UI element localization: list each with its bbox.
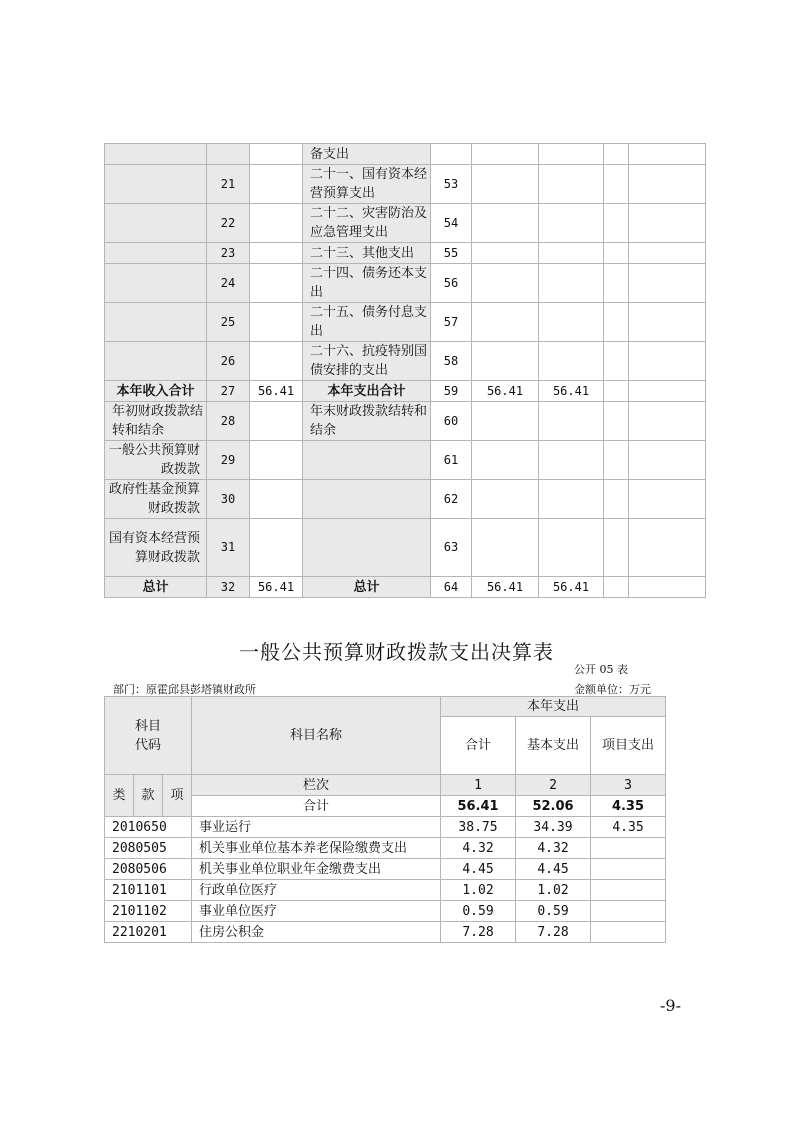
left-amount bbox=[250, 303, 303, 342]
empty-cell bbox=[629, 342, 706, 381]
left-amount bbox=[250, 264, 303, 303]
table-row bbox=[105, 165, 706, 204]
header-total: 合计 bbox=[441, 717, 516, 775]
income-expense-summary-table bbox=[104, 143, 706, 598]
table-row bbox=[105, 381, 706, 402]
sum-row-total: 56.41 bbox=[441, 796, 516, 817]
right-number: 55 bbox=[431, 243, 472, 264]
left-label bbox=[105, 144, 207, 165]
header-col-3: 3 bbox=[591, 775, 666, 796]
form-number: 公开 05 表 bbox=[574, 663, 628, 676]
expense-total bbox=[472, 342, 539, 381]
table-row bbox=[105, 342, 706, 381]
left-amount bbox=[250, 144, 303, 165]
expense-total bbox=[472, 243, 539, 264]
subject-name: 机关事业单位基本养老保险缴费支出 bbox=[192, 838, 441, 859]
header-lei: 类 bbox=[105, 775, 134, 817]
expense-total bbox=[472, 165, 539, 204]
header-kuan: 款 bbox=[134, 775, 163, 817]
right-number: 58 bbox=[431, 342, 472, 381]
header-col-1: 1 bbox=[441, 775, 516, 796]
empty-cell bbox=[604, 204, 629, 243]
right-label: 二十五、债务付息支出 bbox=[303, 303, 431, 342]
table-row bbox=[105, 303, 706, 342]
empty-cell bbox=[604, 480, 629, 519]
expense-basic bbox=[539, 441, 604, 480]
amount-basic: 7.28 bbox=[516, 922, 591, 943]
empty-cell bbox=[629, 165, 706, 204]
table-title: 一般公共预算财政拨款支出决算表 bbox=[239, 640, 554, 664]
amount-total: 4.45 bbox=[441, 859, 516, 880]
row-number: 25 bbox=[207, 303, 250, 342]
empty-cell bbox=[629, 402, 706, 441]
table-row bbox=[105, 243, 706, 264]
table-row bbox=[105, 402, 706, 441]
expense-basic bbox=[539, 165, 604, 204]
row-number: 23 bbox=[207, 243, 250, 264]
left-label bbox=[105, 264, 207, 303]
row-number: 21 bbox=[207, 165, 250, 204]
right-number: 60 bbox=[431, 402, 472, 441]
header-xiang: 项 bbox=[163, 775, 192, 817]
empty-cell bbox=[604, 402, 629, 441]
right-label: 年末财政拨款结转和结余 bbox=[303, 402, 431, 441]
right-number: 59 bbox=[431, 381, 472, 402]
subject-code: 2080506 bbox=[105, 859, 192, 880]
general-budget-expenditure-table bbox=[104, 696, 666, 943]
expense-total: 56.41 bbox=[472, 381, 539, 402]
left-label bbox=[105, 303, 207, 342]
empty-cell bbox=[629, 303, 706, 342]
empty-cell bbox=[629, 144, 706, 165]
subject-code: 2101102 bbox=[105, 901, 192, 922]
left-label bbox=[105, 165, 207, 204]
table-row bbox=[105, 922, 666, 943]
right-label: 本年支出合计 bbox=[303, 381, 431, 402]
expenditure-rows bbox=[105, 817, 666, 943]
table-row bbox=[105, 519, 706, 577]
empty-cell bbox=[604, 243, 629, 264]
right-label: 二十四、债务还本支出 bbox=[303, 264, 431, 303]
row-number: 31 bbox=[207, 519, 250, 577]
sum-row-project: 4.35 bbox=[591, 796, 666, 817]
right-label: 二十二、灾害防治及应急管理支出 bbox=[303, 204, 431, 243]
empty-cell bbox=[629, 381, 706, 402]
sum-row-label: 合计 bbox=[192, 796, 441, 817]
empty-cell bbox=[629, 204, 706, 243]
amount-total: 0.59 bbox=[441, 901, 516, 922]
subject-name: 住房公积金 bbox=[192, 922, 441, 943]
expense-basic bbox=[539, 144, 604, 165]
header-basic-expenditure: 基本支出 bbox=[516, 717, 591, 775]
left-amount bbox=[250, 204, 303, 243]
subject-name: 事业单位医疗 bbox=[192, 901, 441, 922]
right-label: 二十六、抗疫特别国债安排的支出 bbox=[303, 342, 431, 381]
amount-project bbox=[591, 880, 666, 901]
sum-row-basic: 52.06 bbox=[516, 796, 591, 817]
right-number: 61 bbox=[431, 441, 472, 480]
amount-basic: 0.59 bbox=[516, 901, 591, 922]
amount-basic: 4.32 bbox=[516, 838, 591, 859]
amount-project: 4.35 bbox=[591, 817, 666, 838]
expense-basic bbox=[539, 519, 604, 577]
right-number: 62 bbox=[431, 480, 472, 519]
table-row bbox=[105, 264, 706, 303]
amount-basic: 4.45 bbox=[516, 859, 591, 880]
amount-total: 1.02 bbox=[441, 880, 516, 901]
left-label: 一般公共预算财政拨款 bbox=[105, 441, 207, 480]
amount-project bbox=[591, 922, 666, 943]
empty-cell bbox=[629, 243, 706, 264]
empty-cell bbox=[604, 577, 629, 598]
expense-total bbox=[472, 264, 539, 303]
row-number: 27 bbox=[207, 381, 250, 402]
right-label bbox=[303, 519, 431, 577]
right-number: 53 bbox=[431, 165, 472, 204]
subject-name: 机关事业单位职业年金缴费支出 bbox=[192, 859, 441, 880]
table-row bbox=[105, 838, 666, 859]
expense-total bbox=[472, 204, 539, 243]
amount-project bbox=[591, 838, 666, 859]
right-label bbox=[303, 441, 431, 480]
table-row bbox=[105, 480, 706, 519]
summary-table-body bbox=[105, 144, 706, 598]
empty-cell bbox=[604, 264, 629, 303]
row-number bbox=[207, 144, 250, 165]
empty-cell bbox=[604, 441, 629, 480]
subject-code: 2101101 bbox=[105, 880, 192, 901]
right-number: 56 bbox=[431, 264, 472, 303]
right-label: 二十三、其他支出 bbox=[303, 243, 431, 264]
row-number: 30 bbox=[207, 480, 250, 519]
expense-basic bbox=[539, 243, 604, 264]
expense-total bbox=[472, 441, 539, 480]
header-column-label: 栏次 bbox=[192, 775, 441, 796]
empty-cell bbox=[629, 577, 706, 598]
table-row bbox=[105, 144, 706, 165]
expense-basic bbox=[539, 402, 604, 441]
right-number: 64 bbox=[431, 577, 472, 598]
right-label: 总计 bbox=[303, 577, 431, 598]
empty-cell bbox=[604, 381, 629, 402]
left-label bbox=[105, 243, 207, 264]
header-col-2: 2 bbox=[516, 775, 591, 796]
expense-basic: 56.41 bbox=[539, 577, 604, 598]
header-subject-name: 科目名称 bbox=[192, 697, 441, 775]
left-amount bbox=[250, 519, 303, 577]
row-number: 24 bbox=[207, 264, 250, 303]
empty-cell bbox=[629, 519, 706, 577]
expense-total bbox=[472, 519, 539, 577]
table-row bbox=[105, 901, 666, 922]
right-number: 63 bbox=[431, 519, 472, 577]
expense-total bbox=[472, 303, 539, 342]
expense-basic bbox=[539, 303, 604, 342]
amount-project bbox=[591, 859, 666, 880]
expense-total bbox=[472, 480, 539, 519]
empty-cell bbox=[604, 144, 629, 165]
left-label bbox=[105, 342, 207, 381]
expense-total bbox=[472, 402, 539, 441]
left-label bbox=[105, 204, 207, 243]
left-amount bbox=[250, 342, 303, 381]
row-number: 32 bbox=[207, 577, 250, 598]
amount-basic: 34.39 bbox=[516, 817, 591, 838]
page-number: -9- bbox=[660, 996, 681, 1015]
table-row bbox=[105, 441, 706, 480]
table-row bbox=[105, 577, 706, 598]
left-label: 本年收入合计 bbox=[105, 381, 207, 402]
subject-name: 事业运行 bbox=[192, 817, 441, 838]
subject-code: 2080505 bbox=[105, 838, 192, 859]
left-amount bbox=[250, 441, 303, 480]
table-row bbox=[105, 880, 666, 901]
subject-name: 行政单位医疗 bbox=[192, 880, 441, 901]
expense-basic bbox=[539, 204, 604, 243]
amount-total: 38.75 bbox=[441, 817, 516, 838]
right-number: 54 bbox=[431, 204, 472, 243]
expense-total bbox=[472, 144, 539, 165]
empty-cell bbox=[604, 303, 629, 342]
expense-total: 56.41 bbox=[472, 577, 539, 598]
expense-basic bbox=[539, 480, 604, 519]
expense-basic: 56.41 bbox=[539, 381, 604, 402]
row-number: 26 bbox=[207, 342, 250, 381]
department-label: 部门：原霍邱县彭塔镇财政所 bbox=[113, 683, 256, 696]
header-project-expenditure: 项目支出 bbox=[591, 717, 666, 775]
subject-code: 2010650 bbox=[105, 817, 192, 838]
table-row bbox=[105, 204, 706, 243]
subject-code: 2210201 bbox=[105, 922, 192, 943]
right-label: 二十一、国有资本经营预算支出 bbox=[303, 165, 431, 204]
expense-basic bbox=[539, 264, 604, 303]
left-amount: 56.41 bbox=[250, 381, 303, 402]
row-number: 22 bbox=[207, 204, 250, 243]
expense-basic bbox=[539, 342, 604, 381]
amount-total: 7.28 bbox=[441, 922, 516, 943]
left-amount bbox=[250, 402, 303, 441]
empty-cell bbox=[604, 519, 629, 577]
left-amount: 56.41 bbox=[250, 577, 303, 598]
left-label: 总计 bbox=[105, 577, 207, 598]
header-current-year-expenditure: 本年支出 bbox=[441, 697, 666, 717]
left-label: 政府性基金预算财政拨款 bbox=[105, 480, 207, 519]
empty-cell bbox=[629, 480, 706, 519]
amount-total: 4.32 bbox=[441, 838, 516, 859]
empty-cell bbox=[629, 264, 706, 303]
amount-unit-label: 金额单位：万元 bbox=[574, 683, 651, 696]
left-amount bbox=[250, 480, 303, 519]
left-amount bbox=[250, 243, 303, 264]
right-label bbox=[303, 480, 431, 519]
row-number: 29 bbox=[207, 441, 250, 480]
empty-cell bbox=[604, 165, 629, 204]
right-number bbox=[431, 144, 472, 165]
left-label: 国有资本经营预算财政拨款 bbox=[105, 519, 207, 577]
left-label: 年初财政拨款结转和结余 bbox=[105, 402, 207, 441]
table-row bbox=[105, 859, 666, 880]
header-subject-code: 科目代码 bbox=[105, 697, 192, 775]
right-number: 57 bbox=[431, 303, 472, 342]
amount-basic: 1.02 bbox=[516, 880, 591, 901]
amount-project bbox=[591, 901, 666, 922]
left-amount bbox=[250, 165, 303, 204]
empty-cell bbox=[629, 441, 706, 480]
table-row bbox=[105, 817, 666, 838]
right-label: 备支出 bbox=[303, 144, 431, 165]
row-number: 28 bbox=[207, 402, 250, 441]
empty-cell bbox=[604, 342, 629, 381]
